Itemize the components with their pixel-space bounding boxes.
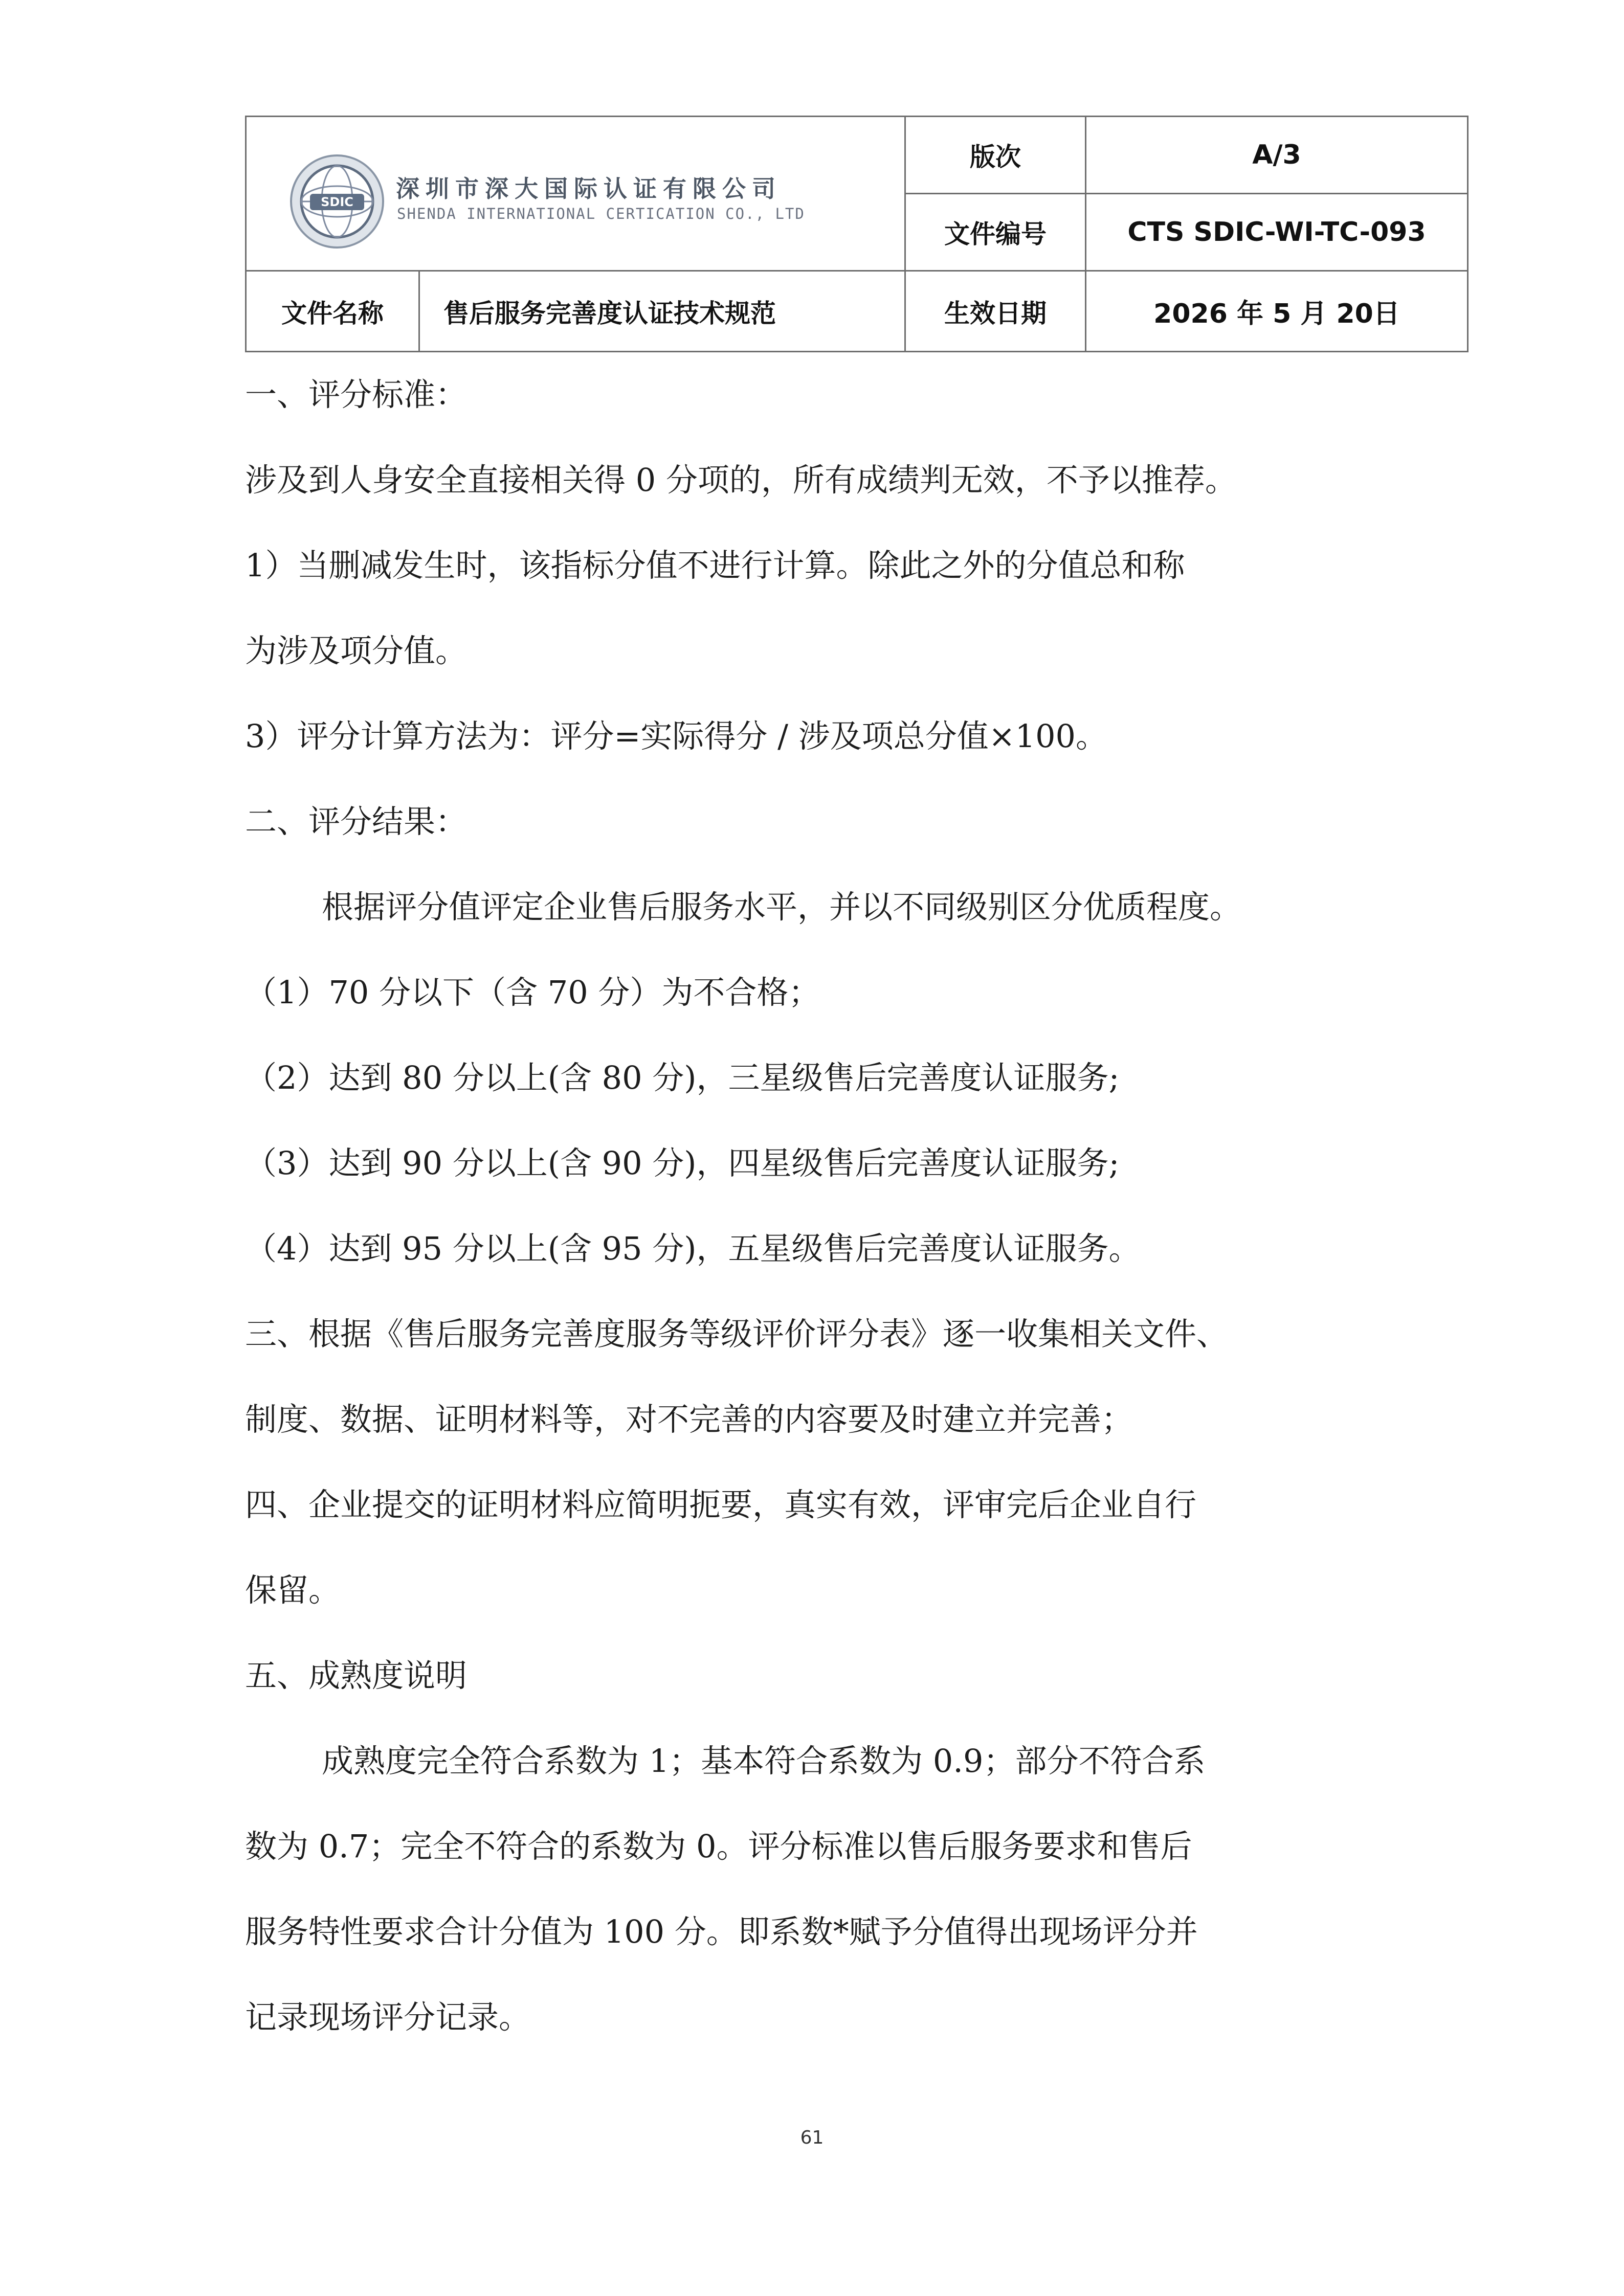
paragraph-line: 数为 0.7；完全不符合的系数为 0。评分标准以售后服务要求和售后 — [245, 1828, 1192, 1865]
paragraph-line: 四、企业提交的证明材料应简明扼要，真实有效，评审完后企业自行 — [245, 1486, 1197, 1523]
paragraph-line: 保留。 — [245, 1571, 341, 1609]
paragraph-line: 1）当删减发生时，该指标分值不进行计算。除此之外的分值总和称 — [245, 547, 1185, 584]
document-number-value: CTS SDIC-WI-TC-093 — [1086, 194, 1468, 271]
paragraph-line: 成熟度完全符合系数为 1；基本符合系数为 0.9；部分不符合系 — [322, 1742, 1206, 1780]
effective-date-label: 生效日期 — [905, 271, 1086, 352]
document-name-value: 售后服务完善度认证技术规范 — [419, 271, 905, 352]
paragraph-line: 三、根据《售后服务完善度服务等级评价评分表》逐一收集相关文件、 — [245, 1315, 1229, 1353]
sdic-globe-logo-icon — [288, 153, 386, 250]
version-label: 版次 — [905, 117, 1086, 194]
svg-text:SDIC: SDIC — [321, 195, 353, 209]
version-value: A/3 — [1086, 117, 1468, 194]
paragraph-line: 为涉及项分值。 — [245, 632, 468, 669]
document-header-table — [245, 116, 1469, 352]
list-item: （3）达到 90 分以上(含 90 分)，四星级售后完善度认证服务; — [245, 1144, 1120, 1182]
section-heading-maturity: 五、成熟度说明 — [245, 1657, 468, 1694]
paragraph-line: 制度、数据、证明材料等，对不完善的内容要及时建立并完善； — [245, 1401, 1133, 1438]
document-name-label: 文件名称 — [246, 271, 419, 352]
company-name-chinese: 深圳市深大国际认证有限公司 — [396, 175, 782, 202]
paragraph-line: 根据评分值评定企业售后服务水平，并以不同级别区分优质程度。 — [322, 888, 1242, 926]
paragraph-line: 服务特性要求合计分值为 100 分。即系数*赋予分值得出现场评分并 — [245, 1913, 1198, 1950]
section-heading-scoring-result: 二、评分结果： — [245, 803, 468, 840]
list-item: （2）达到 80 分以上(含 80 分)，三星级售后完善度认证服务; — [245, 1059, 1120, 1096]
company-logo-cell — [246, 117, 905, 271]
company-name-english: SHENDA INTERNATIONAL CERTICATION CO., LTD — [397, 205, 805, 222]
effective-date-value: 2026 年 5 月 20日 — [1086, 271, 1468, 352]
section-heading-scoring-standard: 一、评分标准： — [245, 376, 468, 413]
document-number-label: 文件编号 — [905, 194, 1086, 271]
page-number: 61 — [800, 2127, 824, 2148]
list-item: （1）70 分以下（含 70 分）为不合格； — [245, 974, 820, 1011]
paragraph-line: 3）评分计算方法为：评分=实际得分 / 涉及项总分值×100。 — [245, 717, 1107, 755]
list-item: （4）达到 95 分以上(含 95 分)，五星级售后完善度认证服务。 — [245, 1230, 1141, 1267]
company-logo — [288, 153, 805, 245]
paragraph-line: 涉及到人身安全直接相关得 0 分项的，所有成绩判无效，不予以推荐。 — [245, 461, 1237, 499]
paragraph-line: 记录现场评分记录。 — [245, 1998, 531, 2036]
